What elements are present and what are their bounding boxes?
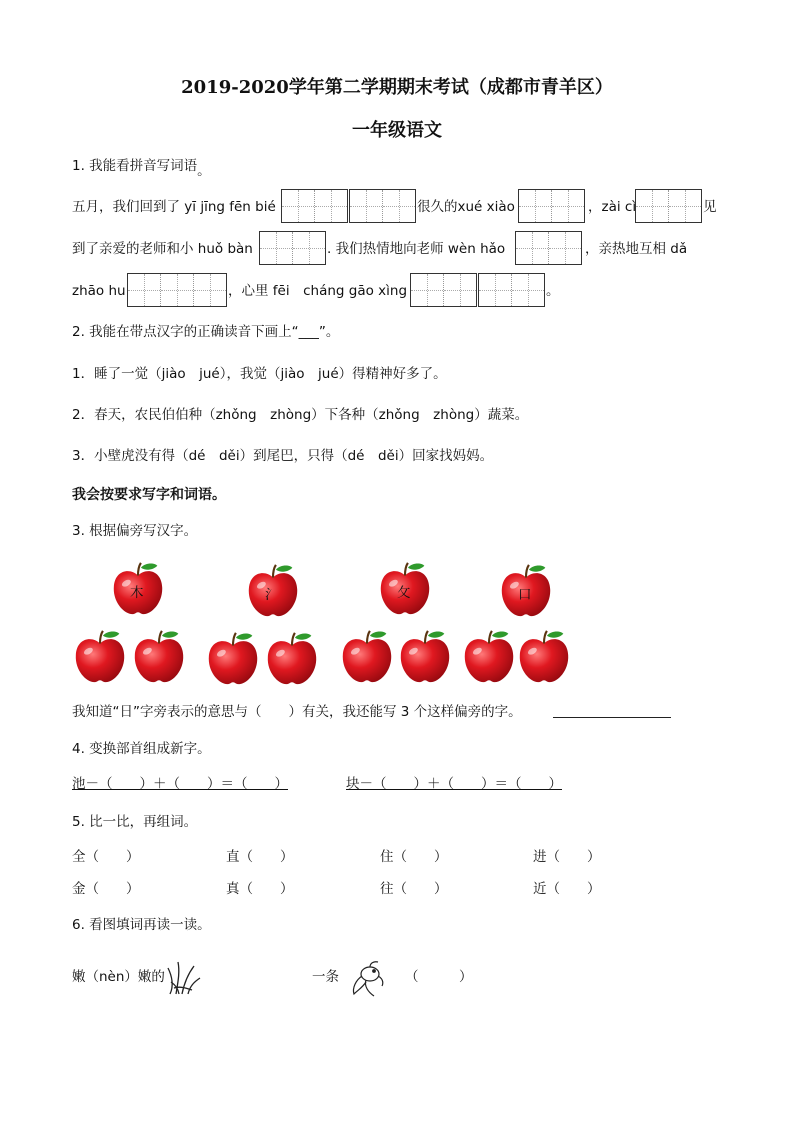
answer-apple-6[interactable]	[396, 628, 454, 686]
radical-label-4: 口	[518, 587, 532, 603]
radical-label-2: 氵	[265, 587, 279, 603]
q1-line1-text-b: 很久的xué xiào	[417, 199, 515, 215]
answer-apple-3[interactable]	[204, 630, 262, 688]
answer-apple-2[interactable]	[130, 628, 188, 686]
answer-apple-1[interactable]	[71, 628, 129, 686]
q5-cell[interactable]: 直（ ）	[226, 849, 294, 865]
writing-box-1[interactable]	[281, 189, 348, 223]
q6-heading: 6. 看图填词再读一读。	[72, 917, 211, 933]
q2-item-2: 2．春天，农民伯伯种（zhǒng zhòng）下各种（zhǒng zhòng）蔬菜。	[72, 407, 529, 423]
q5-cell[interactable]: 真（ ）	[226, 881, 294, 897]
writing-box-6[interactable]	[515, 231, 582, 265]
q6-answer-blank[interactable]: （ ）	[405, 969, 473, 985]
answer-apple-4[interactable]	[263, 630, 321, 688]
q1-line3-text-a: zhāo hu	[72, 283, 126, 299]
q6-left-text: 嫩（nèn）嫩的	[72, 969, 165, 985]
q4-equation-1[interactable]: 池－（ ）＋（ ）＝（ ）	[72, 776, 288, 792]
apple-radical-4	[496, 562, 556, 620]
writing-box-9[interactable]	[478, 273, 545, 307]
writing-box-2[interactable]	[349, 189, 416, 223]
q1-line2-text-c: ，亲热地互相 dǎ	[585, 241, 688, 257]
answer-apple-7[interactable]	[460, 628, 518, 686]
q3-sentence: 我知道“日”字旁表示的意思与（ ）有关，我还能写 3 个这样偏旁的字。	[72, 704, 522, 720]
grass-icon	[166, 958, 202, 996]
section-heading: 我会按要求写字和词语。	[72, 487, 226, 503]
q5-cell[interactable]: 近（ ）	[533, 881, 601, 897]
writing-box-3[interactable]	[518, 189, 585, 223]
writing-box-5[interactable]	[259, 231, 326, 265]
q5-cell[interactable]: 全（ ）	[72, 849, 140, 865]
q3-answer-line[interactable]	[553, 716, 671, 718]
q1-line2-text-b: . 我们热情地向老师 wèn hǎo	[327, 241, 506, 257]
apple-radical-1	[108, 560, 168, 618]
q5-cell[interactable]: 往（ ）	[380, 881, 448, 897]
q1-heading: 1. 我能看拼音写词语。	[72, 158, 211, 179]
q4-equation-2[interactable]: 块－（ ）＋（ ）＝（ ）	[346, 776, 562, 792]
writing-box-7[interactable]	[127, 273, 227, 307]
answer-apple-5[interactable]	[338, 628, 396, 686]
q5-cell[interactable]: 住（ ）	[380, 849, 448, 865]
q1-line1-text-a: 五月，我们回到了 yī jīng fēn bié	[72, 199, 276, 215]
page-title: 2019-2020学年第二学期期末考试（成都市青羊区）	[181, 77, 613, 98]
q3-heading: 3. 根据偏旁写汉字。	[72, 523, 198, 539]
apple-radical-2	[243, 562, 303, 620]
writing-box-4[interactable]	[635, 189, 702, 223]
radical-label-3: 攵	[397, 585, 411, 601]
writing-box-8[interactable]	[410, 273, 477, 307]
goldfish-icon	[348, 958, 388, 998]
answer-apple-8[interactable]	[515, 628, 573, 686]
q2-item-1: 1．睡了一觉（jiào jué），我觉（jiào jué）得精神好多了。	[72, 366, 447, 382]
q1-line3-text-b: ，心里 fēi cháng gāo xìng	[228, 283, 408, 299]
q5-cell[interactable]: 进（ ）	[533, 849, 601, 865]
q5-heading: 5. 比一比，再组词。	[72, 814, 198, 830]
q1-line1-text-d: 见	[703, 199, 717, 215]
q1-line2-text-a: 到了亲爱的老师和小 huǒ bàn	[72, 241, 253, 257]
q1-line1-text-c: ，zài cì	[588, 199, 637, 215]
page-subtitle: 一年级语文	[352, 120, 442, 141]
q2-heading: 2. 我能在带点汉字的正确读音下画上“___”。	[72, 324, 340, 340]
q5-cell[interactable]: 金（ ）	[72, 881, 140, 897]
q6-mid-text: 一条	[312, 969, 339, 985]
q2-item-3: 3．小壁虎没有得（dé děi）到尾巴，只得（dé děi）回家找妈妈。	[72, 448, 494, 464]
radical-label-1: 木	[130, 585, 144, 601]
apple-radical-3	[375, 560, 435, 618]
q1-line3-text-c: 。	[546, 283, 560, 299]
q4-heading: 4. 变换部首组成新字。	[72, 741, 211, 757]
